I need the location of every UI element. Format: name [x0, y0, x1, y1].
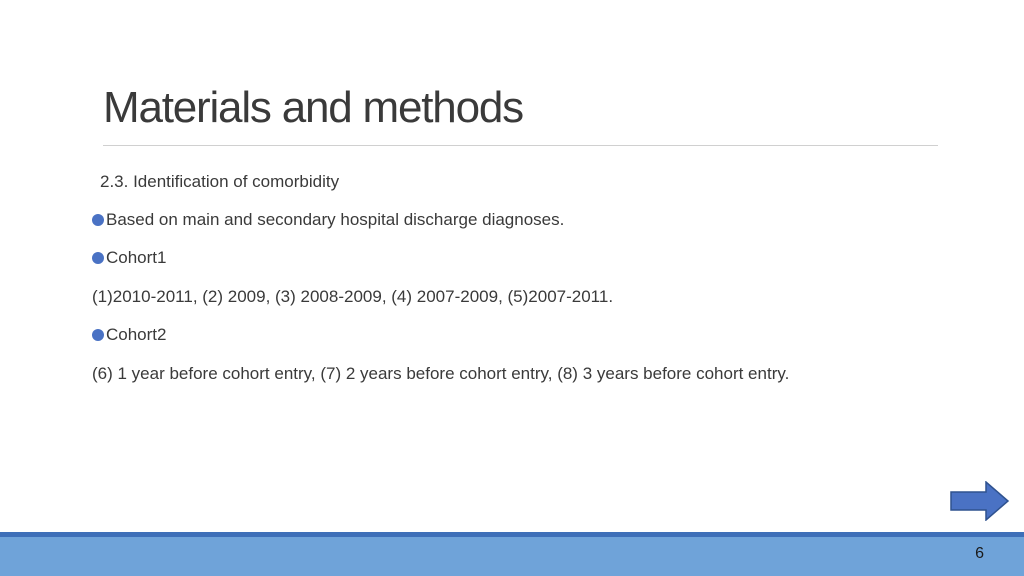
bullet-text: Cohort2	[106, 325, 167, 344]
bullet-dot-icon	[92, 329, 104, 341]
bullet-text: Cohort1	[106, 248, 167, 267]
bullet-item-cohort1	[92, 247, 166, 269]
bullet-dot-icon	[92, 214, 104, 226]
cohort1-periods: (1)2010-2011, (2) 2009, (3) 2008-2009, (4) 2007-2009, (5)2007-2011.	[92, 287, 614, 306]
right-arrow-shape[interactable]	[951, 482, 1008, 520]
title-divider	[103, 145, 938, 146]
cohort2-periods: (6) 1 year before cohort entry, (7) 2 years before cohort entry, (8) 3 years before cohort entry.	[92, 364, 790, 383]
slide-title: Materials and methods	[103, 83, 523, 132]
section-heading: 2.3. Identification of comorbidity	[100, 172, 340, 191]
footer-band	[0, 537, 1024, 576]
bullet-dot-icon	[92, 252, 104, 264]
bullet-item-discharge	[92, 209, 564, 231]
page-number: 6	[975, 545, 984, 562]
bullet-text: Based on main and secondary hospital discharge diagnoses.	[106, 210, 565, 229]
bullet-item-cohort2	[92, 324, 166, 346]
right-arrow-icon[interactable]	[950, 481, 1010, 521]
